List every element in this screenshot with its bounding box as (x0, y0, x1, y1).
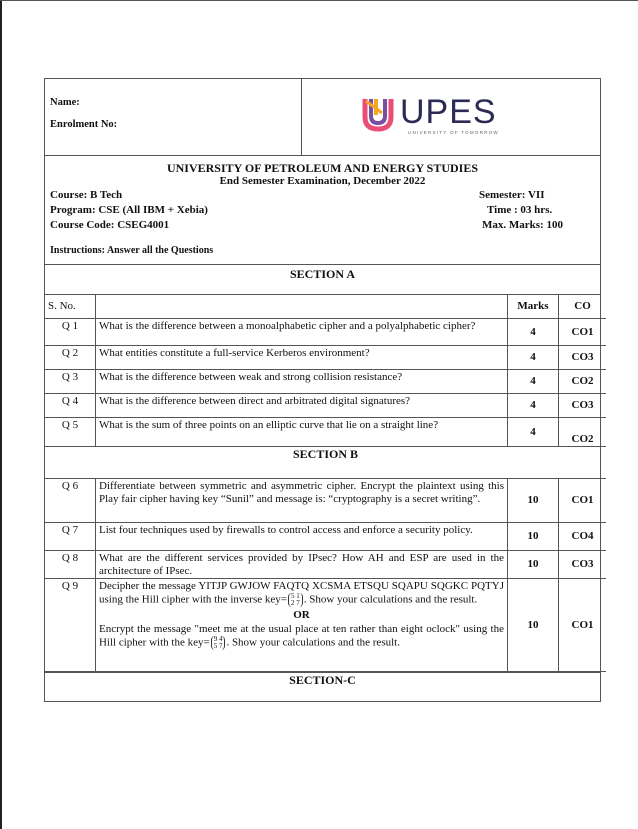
candidate-info-box (45, 79, 302, 155)
page-top-border (0, 0, 638, 1)
question-number: Q 6 (45, 479, 96, 523)
question-co: CO2 (559, 418, 607, 447)
question-co: CO4 (559, 523, 607, 551)
question-marks: 4 (508, 394, 559, 418)
question-text: Differentiate between symmetric and asymmetric cipher. Encrypt the plaintext using this Play fair cipher having key “Sunil” and message is: “cryptography is a secret writing”. (96, 479, 508, 523)
question-header (96, 295, 508, 319)
matrix-row: 5 7 (213, 641, 223, 650)
question-text: What is the difference between weak and strong collision resistance? (96, 370, 508, 394)
q9-part1-text: Decipher the message YITJP GWJOW FAQTQ XCSMA ETSQU SQAPU SQGKC PQTYJ using the Hill cipher with the inverse key= (99, 580, 504, 606)
question-number: Q 4 (45, 394, 96, 418)
page-left-border (0, 0, 2, 829)
section-a-title: SECTION A (289, 267, 356, 281)
sno-header: S. No. (45, 295, 96, 319)
question-text: List four techniques used by firewalls to control access and enforce a security policy. (96, 523, 508, 551)
question-number: Q 3 (45, 370, 96, 394)
question-marks: 10 (508, 579, 559, 672)
question-marks: 4 (508, 319, 559, 346)
question-text: What is the difference between a monoalphabetic cipher and a polyalphabetic cipher? (96, 319, 508, 346)
header-box (45, 79, 600, 156)
upes-logo (362, 93, 499, 141)
question-number: Q 5 (45, 418, 96, 447)
question-marks: 10 (508, 523, 559, 551)
question-marks: 4 (508, 418, 559, 447)
enrolment-label: Enrolment No: (50, 119, 118, 130)
marks-header: Marks (508, 295, 559, 319)
section-c-title: SECTION-C (289, 673, 356, 687)
table-header-row (45, 295, 606, 319)
question-co: CO3 (559, 551, 607, 579)
question-marks: 4 (508, 370, 559, 394)
matrix-row: 2 7 (290, 598, 300, 607)
max-marks-label: Max. Marks: 100 (482, 219, 563, 231)
section-b-title: SECTION B (45, 447, 606, 479)
table-row (45, 523, 606, 551)
inverse-key-matrix (288, 593, 303, 607)
question-number: Q 9 (45, 579, 96, 672)
question-co: CO1 (559, 479, 607, 523)
q9-part1-end: . Show your calculations and the result. (303, 593, 478, 606)
question-number: Q 8 (45, 551, 96, 579)
table-row (45, 479, 606, 523)
question-text (96, 579, 508, 672)
logo-tagline: UNIVERSITY OF TOMORROW (408, 130, 499, 135)
time-label: Time : 03 hrs. (487, 204, 553, 216)
course-code-label: Course Code: CSEG4001 (50, 219, 170, 231)
exam-sheet (44, 78, 601, 702)
program-label: Program: CSE (All IBM + Xebia) (50, 204, 208, 216)
course-label: Course: B Tech (50, 189, 123, 201)
table-row (45, 319, 606, 346)
section-b-heading-row (45, 447, 606, 479)
questions-table (45, 295, 606, 672)
section-c-heading (45, 672, 600, 701)
question-co: CO1 (559, 319, 607, 346)
matrix-row: 5 1 (290, 591, 300, 600)
question-marks: 10 (508, 551, 559, 579)
or-separator: OR (293, 608, 310, 621)
question-text: What is the difference between direct and arbitrated digital signatures? (96, 394, 508, 418)
table-row (45, 370, 606, 394)
exam-title: End Semester Examination, December 2022 (219, 175, 426, 187)
question-number: Q 1 (45, 319, 96, 346)
logo-wordmark: UPES (400, 93, 497, 131)
table-row (45, 346, 606, 370)
table-row (45, 418, 606, 447)
question-text: What are the different services provided by IPsec? How AH and ESP are used in the architecture of IPsec. (96, 551, 508, 579)
question-number: Q 7 (45, 523, 96, 551)
q9-part2-text: Encrypt the message "meet me at the usual place at ten rather than eight oclock" using the Hill cipher with the key= (99, 623, 504, 649)
question-text: What is the sum of three points on an elliptic curve that lie on a straight line? (96, 418, 508, 447)
section-a-heading (45, 265, 600, 295)
question-co: CO2 (559, 370, 607, 394)
key-matrix (211, 636, 226, 650)
semester-label: Semester: VII (479, 189, 545, 201)
exam-title-block (45, 156, 600, 265)
question-number: Q 2 (45, 346, 96, 370)
question-marks: 4 (508, 346, 559, 370)
co-header: CO (559, 295, 607, 319)
matrix-row: 9 4 (213, 634, 223, 643)
q9-part2-end: . Show your calculations and the result. (226, 636, 400, 649)
name-label: Name: (50, 97, 80, 108)
question-co: CO1 (559, 579, 607, 672)
table-row (45, 551, 606, 579)
upes-logo-mark-icon (362, 95, 398, 135)
question-marks: 10 (508, 479, 559, 523)
question-co: CO3 (559, 346, 607, 370)
table-row (45, 579, 606, 672)
university-name: UNIVERSITY OF PETROLEUM AND ENERGY STUDIES (166, 161, 479, 175)
question-text: What entities constitute a full-service Kerberos environment? (96, 346, 508, 370)
question-co: CO3 (559, 394, 607, 418)
instructions: Instructions: Answer all the Questions (50, 245, 214, 256)
table-row (45, 394, 606, 418)
